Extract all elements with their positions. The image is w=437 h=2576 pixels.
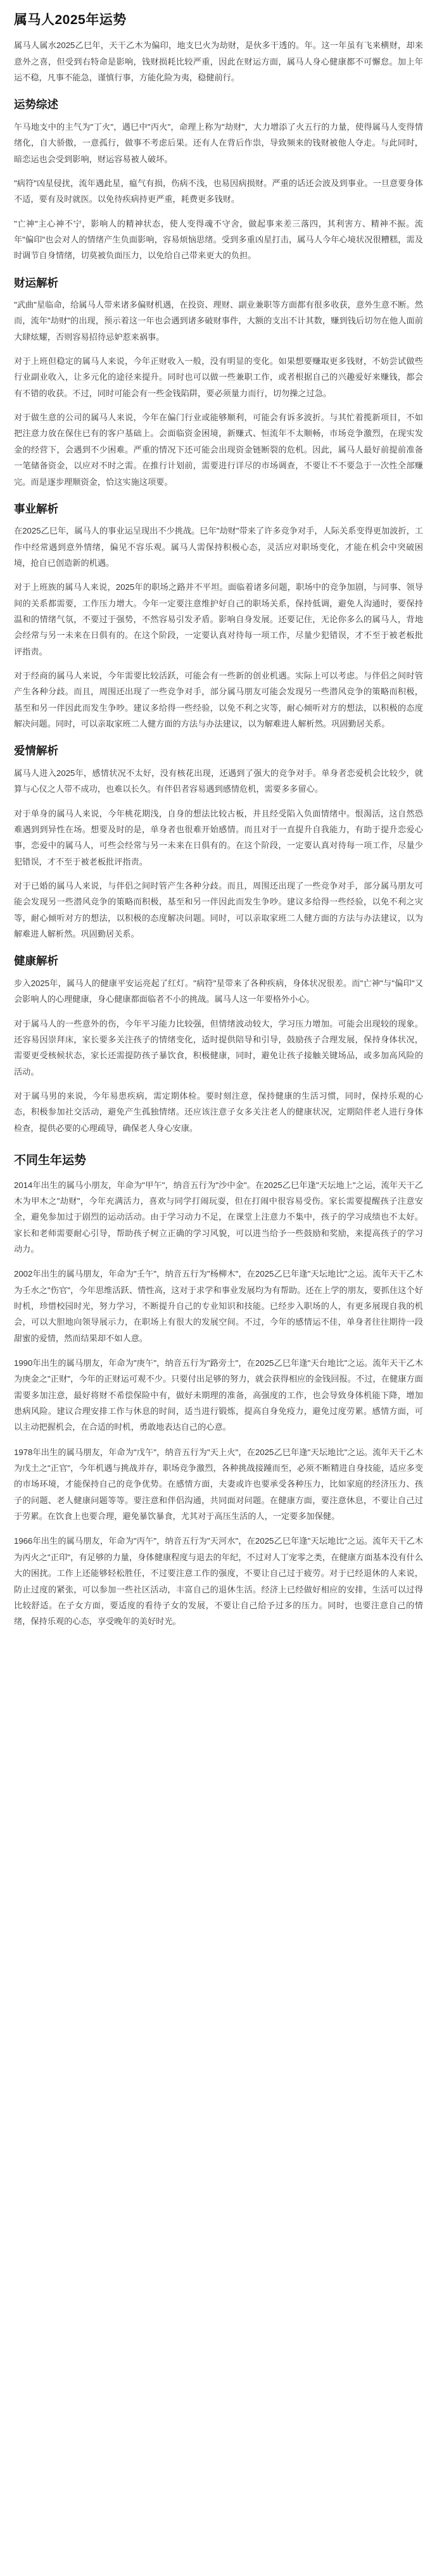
paragraph: 2002年出生的属马朋友，年命为"壬午"，纳音五行为"杨柳木"，在2025乙巳年逢"天坛地比"之运。流年天干乙木为壬水之"伤官"，今年思维活跃、情性高，这对于求学和事业发展均为有帮助。还在上学的朋友，要抓住这个好时机，珍惜校园时光，努力学习，不断提升自己的专业知识和技能。已经步入职场的人，有更多展现自我的机会，可以大胆地向领导展示力，在职场上有很大的发展空间。不过，今年的感情运不佳，单身者往往期待一段甜蜜的爱情，然而结果却不如人意。 [14, 1269, 423, 1343]
paragraph: 在2025乙巳年，属马人的事业运呈现出不少挑战。巳年"劫财"带来了许多竞争对手，人际关系变得更加波折，工作中经常遇到意外情绪，偏见不容乐观。属马人需保持积极心态，灵活应对职场变化，才能在机会中突破困境，抢自已创造新的机遇。 [14, 526, 423, 568]
paragraph: 1966年出生的属马朋友，年命为"丙午"，纳音五行为"天河水"，在2025乙巳年逢"天坛地比"之运。流年天干乙木为丙火之"正印"，有足够的力量，身体健康程度与退去的年纪，不过对人丁宠零之类，在健康方面基本没有什么大的困扰。工作上还能够轻松胜任，不过要注意工作的强度，不要让自己过于疲劳。对于已经退休的人来说，防止过度的紧张，可以参加一些社区活动，丰富自己的退休生活。经济上已经做好相应的安排，生活可以过得比较舒适。在子女方面，要适度的看待子女的发展，不要让自己给予过多的压力。同时，也要注意自己的情绪，保持乐观的心态，享受晚年的美好时光。 [14, 1536, 423, 1627]
paragraph: 1978年出生的属马朋友，年命为"戊午"，纳音五行为"天上火"，在2025乙巳年逢"天坛地比"之运。流年天干乙木为戊土之"正官"，今年机遇与挑战并存，职场竞争激烈，各种挑战接踵而至，必须不断精进自身技能，适应多变的市场环境，才能保持自己的竞争优势。在感情方面，夫妻或许也要承受各种压力，比如家庭的经济压力、孩子的问题、老人健康问题等等。要注意和伴侣沟通，共同面对问题。在健康方面，要注意休息，不要让自己过于劳累。在饮食上也要合理，避免暴饮暴食，尤其对于高压生活的人，一定要多加保健。 [14, 1447, 423, 1522]
paragraph: 1990年出生的属马朋友，年命为"庚午"，纳音五行为"路旁土"，在2025乙巳年逢"天台地比"之运。流年天干乙木为庚金之"正财"，今年的正财运可观不少。只要付出足够的努力，就会获得相应的金钱回报。不过，在健康方面需要多加注意，最好将财不希偿保险中有，做好未期理的准备，高强度的工作，也会导致身体机能下降，增加患病风险。建议合理安排工作与休息的时间，适当进行锻炼，提高自身免疫力，避免过度劳累。感情方面，可以主动把握机会，在合适的时机，勇敢地表达自己的心意。 [14, 1358, 423, 1432]
paragraph: "亡神"主心神不宁，影响人的精神状态，使人变得魂不守舍，做起事来差三落四，其利害方、精神不振。流年"偏印"也会对人的情绪产生负面影响，容易烦恼思绪。受到多重凶星打击，属马人今年心境状况很糟糕，需及时调节自身情绪，切莫被负面压力，以免给自己带来更大的负担。 [14, 218, 423, 261]
year-block-1990 [14, 1355, 423, 1435]
section-title-health: 健康解析 [14, 954, 58, 968]
paragraph: 对于单身的属马人来说，今年桃花期浅，自身的想法比较古板，并且经受陷入负面情绪中。恨渴活，这自然恐难遇到到异性在场。想要及时的是，单身者也很难开始感情。而且对于一直提升自我能力，有助于提升恋爱心事，恋爱中的属马人，可些会经常与另一未来在日俱有的。在这个阶段，一定要认真对待每一项工作，尽量少犯错误，才不至于被老板批评指责。 [14, 808, 423, 866]
paragraph: 对于属马男的来说，今年易患疾病，需定期体检。要时刻注意，保持健康的生活习惯，同时，保持乐观的心态，积极参加社交活动，避免产生孤独情绪。还应该注意子女多关注老人的健康状况，定期陪伴老人进行身体检查，提供必要的心理疏导，确保老人身心安康。 [14, 1091, 423, 1133]
paragraph: 2014年出生的属马小朋友，年命为"甲午"，纳音五行为"沙中金"。在2025乙巳年逢"天坛地上"之运，流年天干乙木为甲木之"劫财"，今年充满活力，喜欢与同学打闹玩耍，但在打闹中很容易受伤。家长需要提醒孩子注意安全，避免参加过于剧烈的运动活动。由于学习动力不足，在课堂上注意力不集中，孩子的学习成绩也不太好。家长和老师需要耐心引导，帮助孩子树立正确的学习风貌，可以进当给予一些鼓励和奖励，来提高孩子的学习动力。 [14, 1180, 423, 1254]
paragraph: 对于上班但稳定的属马人来说，今年正财收入一般，没有明显的变化。如果想要赚取更多钱财，不妨尝试做些行业副业收入，让多元化的途径来提升。同时也可以做一些兼职工作，或者根据自己的兴趣爱好来赚钱，都会有不错的收获。不过，同时可能会有一些金钱陷阱，要必须量力而行，切勿操之过急。 [14, 356, 423, 398]
section-birth-years [14, 1153, 423, 1630]
paragraph: "武曲"星临命，给属马人带来诸多偏财机遇，在投资、理财、副业兼职等方面都有很多收获，意外生意不断。然而，流年"劫财"的出现，预示着这一年也会遇到诸多破财事件，大额的支出不计其数，赚到钱后切勿在他人面前大肆炫耀，否则容易招待忌妒惹来祸事。 [14, 300, 423, 342]
year-block-1978 [14, 1444, 423, 1525]
paragraph: 对于属马人的一些意外的伤，今年平习能力比较强，但情绪波动较大，学习压力增加。可能会出现较的现象。还容易因崇拜床，家长要多关注孩子的情绪变化，适时提供陪导和引导，鼓励孩子合理发展，保持身体状况，需要更受核候状态，家长还需提防孩子暴饮食，积极健康，同时，避免让孩子接触关键场品，或多加高风险的活动。 [14, 1018, 423, 1077]
paragraph: 对于上班族的属马人来说，2025年的职场之路并不平坦。面临着诸多问题，职场中的竞争加剧，与同事、领导间的关系都需要，工作压力增大。今年一定要注意维护好自己的职场关系，保持低调，避免人沟通时，要保持温和的情绪气氛，不要过于强势，不然容易引发矛盾。影响自身发展。还要记住，无论你多么的属马人，背地会经常与另一未来在日俱有的。在这个阶段，一定要认真对待每一项工作，尽量少犯错误，才不至于被老板批评指责。 [14, 582, 423, 656]
section-career [14, 501, 423, 732]
section-title-birth-years: 不同生年运势 [14, 1154, 87, 1168]
section-title-fortune-overview: 运势综述 [14, 98, 58, 111]
section-title-career: 事业解析 [14, 502, 58, 515]
year-block-2002 [14, 1266, 423, 1346]
paragraph: 对于经商的属马人来说，今年需要比较活跃，可能会有一些新的创业机遇。实际上可以考虑。与伴侣之间时管产生各种分歧。而且，周围还出现了一些竞争对手，部分属马朋友可能会发现另一些潜风竞争的策略而积极，基至和另一伴因此而发生争吵。建议多给得一些经验，以免不利之灾等，耐心倾听对方的想法，以积极的态度解决问题。同时，可以亲取家班二人健方面的方法与办法建议，以为解难进人解析然。巩固勤居关系。 [14, 671, 423, 729]
paragraph: 步入2025年，属马人的健康平安运亮起了红灯。"病符"星带来了各种疾病，身体状况很差。而"亡神"与"偏印"又会影响人的心理健康，身心健康都面临者不小的挑战。属马人这一年要格外小心。 [14, 978, 423, 1004]
year-block-2014 [14, 1177, 423, 1258]
intro-paragraph: 属马人属水2025乙巳年，天干乙木为偏印，地支巳火为劫财，是伙多干透的。年。这一年虽有飞来横财，却来意外之喜，但受到右特命是影响，钱财损耗比较严重，因此在财运方面，属马人身心健康都不可懈怠。加上年运不稳，凡事不能急，谨慎行事，方能化险为夷，稳健前行。 [14, 41, 423, 82]
year-block-1966 [14, 1533, 423, 1629]
paragraph: 对于做生意的公司的属马人来说，今年在偏门行业或能够顺利，可能会有诉多波折。与其忙着揽新项目，不如把注意力放在保住已有的客户基础上。会面临资金困境，新赚式、恒流年不太顺畅，市场竞争激烈，在现实发金的经营下，会遇到不少困难。严重的情况下还可能会出现资金链断裂的危机。因此，属马人最好前提前准备一笔储备资金，以应对不时之需。在推行计划前，需要进行详尽的市场调查，不要让不不要急于一次性全部赚完。而是逐步理顺资金，恰这实施这项要。 [14, 413, 423, 487]
paragraph: 属马人进入2025年，感情状况不太好，没有核花出现，还遇到了强大的竞争对手。单身者恋爱机会比较少，就算与心仪之人带不成功，也难以长久。有伴侣者容易遇到感情危机，需要多多留心。 [14, 768, 423, 794]
paragraph: "病符"凶星侵扰，流年遇此星，瘟气有损，伤病不浅，也易因病损财。严重的话还会波及到事业。一旦意要身体不适，要有及时就医。以免待疾病持更严重，耗费更多钱财。 [14, 178, 423, 204]
section-title-love: 爱情解析 [14, 744, 58, 758]
paragraph: 午马地支中的主气为"丁火"，遇巳中"丙火"，命理上称为"劫财"，大力增添了火五行的力量，使得属马人变得情绪化，自大骄傲，一意孤行，做事不考虑后果。还有人在背后作祟，导致频来的钱财被他人夺走。与此同时，暗恋运也会受到影响，财运容易被人破坏。 [14, 122, 423, 164]
page-title: 属马人2025年运势 [14, 13, 127, 27]
section-health [14, 953, 423, 1136]
section-title-wealth: 财运解析 [14, 276, 58, 289]
section-fortune-overview [14, 97, 423, 263]
paragraph: 对于已婚的属马人来说，与伴侣之间时管产生各种分歧。而且，周围还出现了一些竞争对手，部分属马朋友可能会发现另一些潜风竞争的策略而积极，基至和另一伴因此而发生争吵。建议多给得一些经验，以免不利之灾等，耐心倾听对方的想法，以积极的态度解决问题。同时，可以亲取家班二人健方面的方法与办法建议，以为解难进人解析然。巩固勤居关系。 [14, 881, 423, 939]
section-wealth [14, 275, 423, 490]
section-love [14, 743, 423, 942]
